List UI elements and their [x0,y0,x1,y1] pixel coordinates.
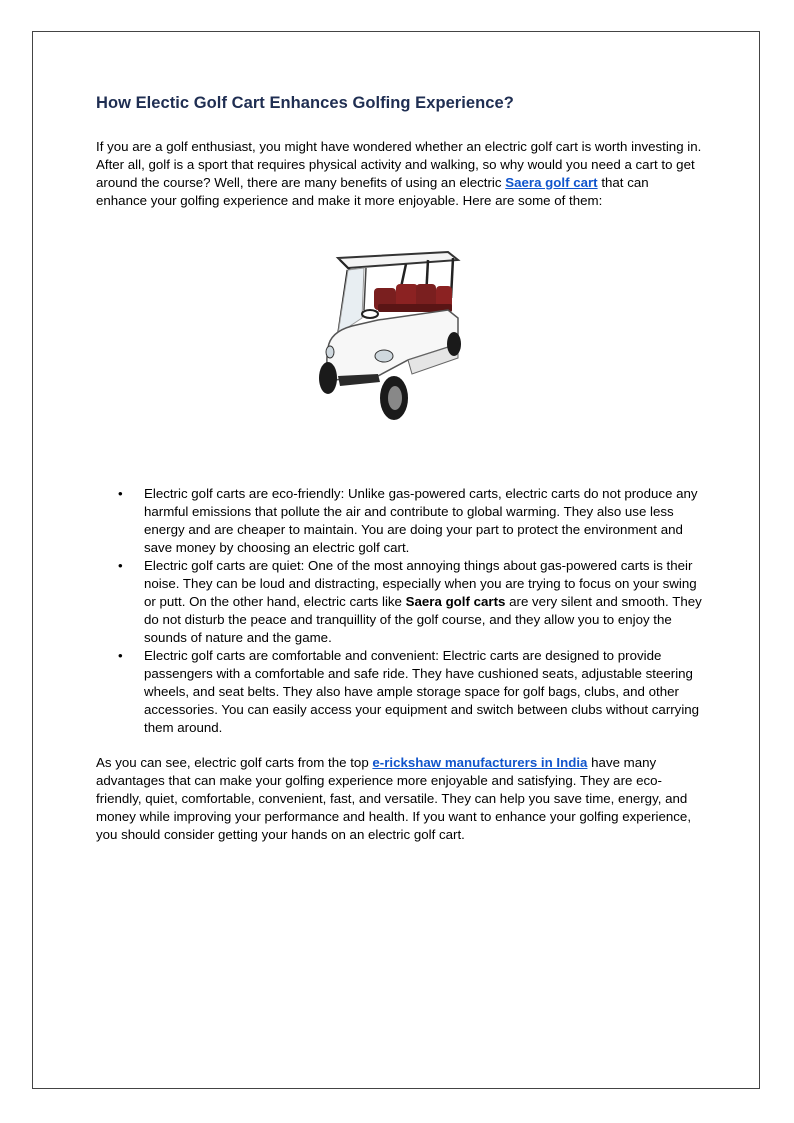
benefit-text: Electric golf carts are comfortable and convenient: Electric carts are designed to provide passengers with a comfortable and safe ride. They have cushioned seats, adjustable steering wheels, and seat belts. They also have ample storage space for golf bags, clubs, and other accessories. You can easily access your equipment and switch between clubs without carrying them around. [144,648,700,735]
benefit-text-before: Electric golf carts are quiet: One of the most annoying things about gas-powered carts is their noise. They can be loud and distracting, especially when you are trying to focus on your swing or putt. On the other hand, electric carts like [144,558,697,609]
bullet-icon: • [118,486,123,501]
intro-text-after: that can enhance your golfing experience and make it more enjoyable. Here are some of them: [96,175,649,208]
e-rickshaw-manufacturers-link[interactable]: e-rickshaw manufacturers in India [372,755,588,770]
intro-paragraph [96,138,702,210]
list-item [96,647,702,737]
benefit-text: Electric golf carts are eco-friendly: Unlike gas-powered carts, electric carts do not produce any harmful emissions that pollute the air and contribute to global warming. They also use less energy and are cheaper to maintain. You are doing your part to protect the environment and save money by choosing an electric golf cart. [144,486,698,555]
list-item [96,557,702,647]
intro-text-before: If you are a golf enthusiast, you might have wondered whether an electric golf cart is worth investing in. After all, golf is a sport that requires physical activity and walking, so why would you need a cart to get around the course? Well, there are many benefits of using an electric [96,139,702,190]
benefit-bold-text: Saera golf carts [405,594,506,609]
benefits-list [96,485,702,737]
bullet-icon: • [118,558,123,573]
golf-cart-image [308,248,468,430]
list-item [96,485,702,557]
saera-golf-cart-link[interactable]: Saera golf cart [505,175,598,190]
closing-paragraph [96,754,702,844]
article-title: How Electic Golf Cart Enhances Golfing Experience? [96,94,514,112]
closing-text-after: have many advantages that can make your golfing experience more enjoyable and satisfying. They are eco-friendly, quiet, comfortable, convenient, fast, and versatile. They can help you save time, energy, and money while improving your performance and health. If you want to enhance your golfing experience, you should consider getting your hands on an electric golf cart. [96,755,692,842]
bullet-icon: • [118,648,123,663]
closing-text-before: As you can see, electric golf carts from the top [96,755,373,770]
benefit-text-after: are very silent and smooth. They do not disturb the peace and tranquillity of the golf course, and they allow you to enjoy the sounds of nature and the game. [144,594,702,645]
